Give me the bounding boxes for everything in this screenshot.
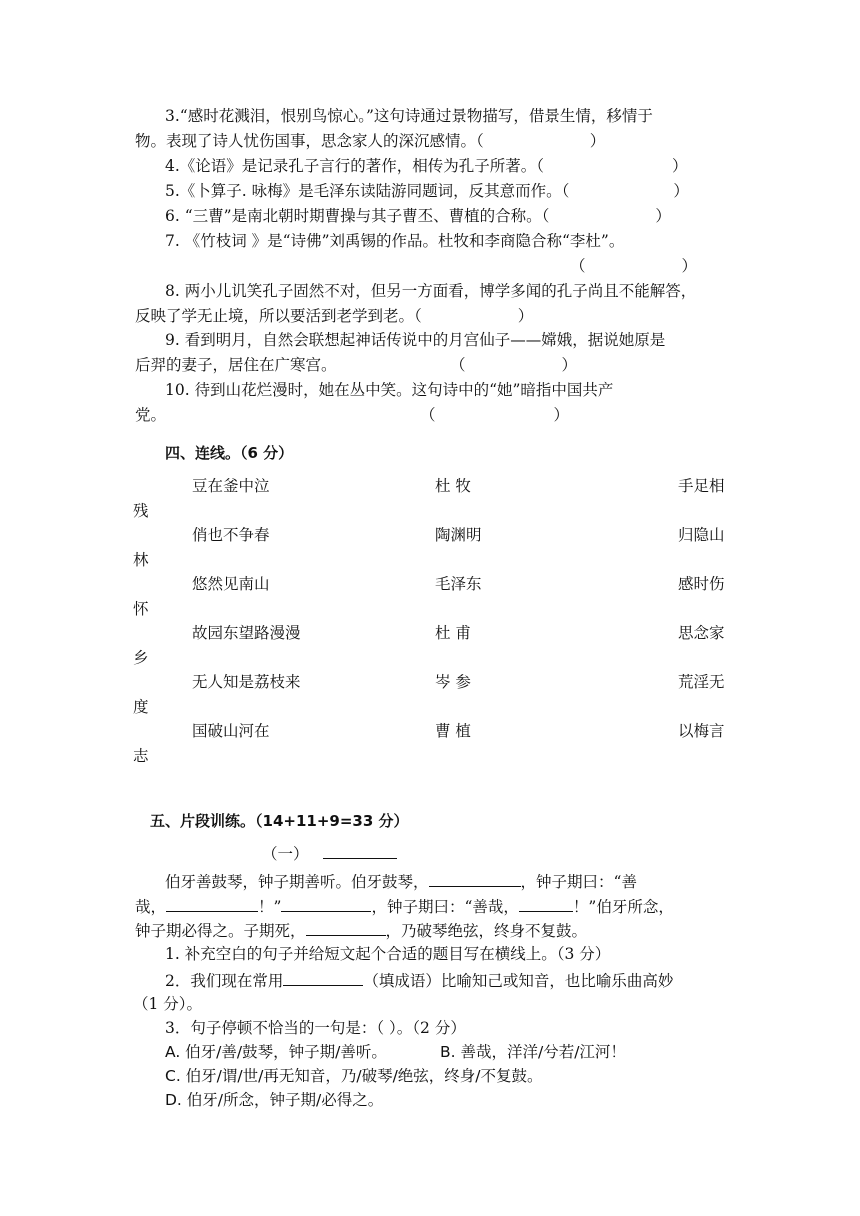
option-a[interactable]: A. 伯牙/善/鼓琴，钟子期/善听。 <box>165 1043 387 1061</box>
item-8-line2: 反映了学无止境，所以要活到老学到老。（ ） <box>135 307 534 325</box>
section-5-heading: 五、片段训练。（14+11+9=33 分） <box>150 812 409 830</box>
match-theme-5-wrap: 度 <box>133 698 149 716</box>
match-poem-4[interactable]: 故园东望路漫漫 <box>192 624 301 642</box>
question-1: 1. 补充空白的句子并给短文起个合适的题目写在横线上。（3 分） <box>165 945 611 963</box>
item-10-line2: 党。 <box>135 406 167 424</box>
title-blank[interactable] <box>323 840 397 859</box>
question-2-wrap: （1 分）。 <box>133 995 203 1013</box>
match-theme-4-wrap: 乡 <box>133 649 149 667</box>
passage-subtitle: （一） <box>262 840 397 866</box>
item-9-line1: 9. 看到明月，自然会联想起神话传说中的月宫仙子——嫦娥，据说她原是 <box>165 331 666 349</box>
item-7-parens: （ ） <box>570 257 698 275</box>
item-10-parens: （ ） <box>420 406 570 424</box>
question-2: 2．我们现在常用 （填成语）比喻知己或知音，也比喻乐曲高妙 <box>165 967 673 993</box>
match-theme-1[interactable]: 手足相 <box>678 477 725 495</box>
item-8-line1: 8. 两小儿讥笑孔子固然不对，但另一方面看，博学多闻的孔子尚且不能解答， <box>165 282 697 300</box>
match-poem-1[interactable]: 豆在釜中泣 <box>192 477 270 495</box>
match-theme-2[interactable]: 归隐山 <box>678 526 725 544</box>
item-10-line1: 10. 待到山花烂漫时，她在丛中笑。这句诗中的“她”暗指中国共产 <box>165 381 614 399</box>
option-d[interactable]: D. 伯牙/所念，钟子期/必得之。 <box>165 1091 384 1109</box>
match-theme-6[interactable]: 以梅言 <box>678 722 725 740</box>
match-theme-5[interactable]: 荒淫无 <box>678 673 725 691</box>
match-poem-2[interactable]: 俏也不争春 <box>192 526 270 544</box>
passage-line-3: 钟子期必得之。子期死， ，乃破琴绝弦，终身不复鼓。 <box>135 917 587 943</box>
passage-blank-5[interactable] <box>306 917 386 936</box>
idiom-blank[interactable] <box>283 967 363 986</box>
item-9-line2: 后羿的妻子，居住在广寒宫。 <box>135 356 337 374</box>
item-7: 7. 《竹枝词 》是“诗佛”刘禹锡的作品。杜牧和李商隐合称“李杜”。 <box>165 232 625 250</box>
item-3-line2: 物。表现了诗人忧伤国事，思念家人的深沉感情。（ ） <box>135 132 606 150</box>
match-poet-5[interactable]: 岑 参 <box>435 673 471 691</box>
match-poet-6[interactable]: 曹 植 <box>435 722 471 740</box>
match-poet-1[interactable]: 杜 牧 <box>435 477 471 495</box>
passage-blank-4[interactable] <box>519 893 573 912</box>
match-poet-2[interactable]: 陶渊明 <box>435 526 482 544</box>
question-3: 3．句子停顿不恰当的一句是：（ ）。（2 分） <box>165 1019 466 1037</box>
match-poet-4[interactable]: 杜 甫 <box>435 624 471 642</box>
match-theme-6-wrap: 志 <box>133 747 149 765</box>
match-poet-3[interactable]: 毛泽东 <box>435 575 482 593</box>
passage-blank-2[interactable] <box>166 893 258 912</box>
item-4: 4.《论语》是记录孔子言行的著作，相传为孔子所著。（ ） <box>165 157 688 175</box>
option-b[interactable]: B. 善哉，洋洋/兮若/江河！ <box>440 1043 626 1061</box>
passage-line-1: 伯牙善鼓琴，钟子期善听。伯牙鼓琴， ，钟子期曰：“善 <box>165 868 637 894</box>
match-theme-3[interactable]: 感时伤 <box>678 575 725 593</box>
passage-blank-3[interactable] <box>281 893 371 912</box>
item-3-line1: 3.“感时花溅泪，恨别鸟惊心。”这句诗通过景物描写，借景生情，移情于 <box>165 107 653 125</box>
match-poem-6[interactable]: 国破山河在 <box>192 722 270 740</box>
match-theme-4[interactable]: 思念家 <box>678 624 725 642</box>
match-theme-3-wrap: 怀 <box>133 600 149 618</box>
item-5: 5.《卜算子. 咏梅》是毛泽东读陆游同题词，反其意而作。（ ） <box>165 182 689 200</box>
match-poem-5[interactable]: 无人知是荔枝来 <box>192 673 301 691</box>
passage-blank-1[interactable] <box>429 868 521 887</box>
item-6: 6. “三曹”是南北朝时期曹操与其子曹丕、曹植的合称。（ ） <box>165 207 671 225</box>
passage-line-2: 哉， ！” ，钟子期曰：“善哉， ！”伯牙所念， <box>135 893 674 919</box>
match-poem-3[interactable]: 悠然见南山 <box>192 575 270 593</box>
match-theme-1-wrap: 残 <box>133 502 149 520</box>
section-4-heading: 四、连线。（6 分） <box>165 444 294 462</box>
item-9-parens: （ ） <box>450 356 578 374</box>
option-c[interactable]: C. 伯牙/谓/世/再无知音，乃/破琴/绝弦，终身/不复鼓。 <box>165 1067 543 1085</box>
match-theme-2-wrap: 林 <box>133 551 149 569</box>
